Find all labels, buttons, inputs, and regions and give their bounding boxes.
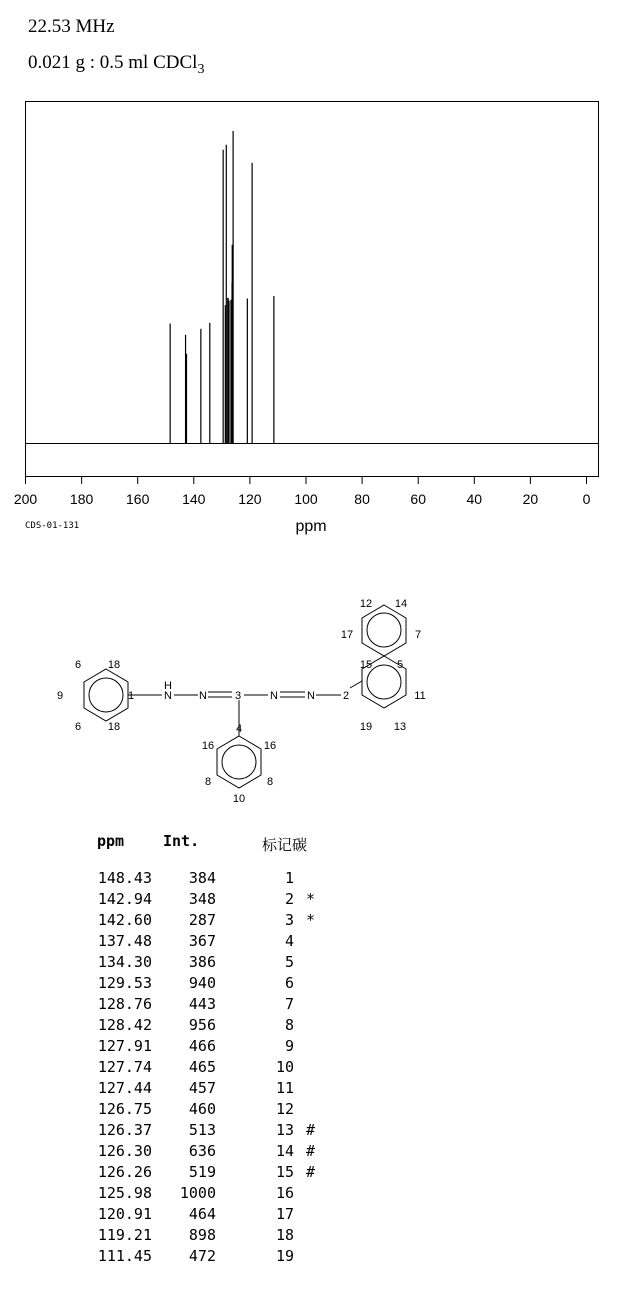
atom-label: 11 — [414, 690, 426, 702]
molecule-structure — [40, 592, 460, 817]
cell-carbon-number: 10 — [275, 1058, 294, 1076]
table-row — [0, 1121, 624, 1142]
atom-label: 16 — [263, 740, 277, 752]
cell-intensity: 1000 — [179, 1184, 216, 1202]
sample-label — [28, 52, 204, 78]
cell-mark: * — [306, 911, 316, 929]
frequency-label: 22.53 MHz — [28, 16, 115, 37]
cell-intensity: 464 — [188, 1205, 216, 1223]
phenyl-ring-2 — [217, 736, 261, 788]
atom-label: N — [307, 690, 315, 702]
cell-carbon-number: 14 — [275, 1142, 294, 1160]
atom-label: 17 — [340, 629, 354, 641]
cell-carbon-number: 3 — [284, 911, 294, 929]
cell-intensity: 367 — [188, 932, 216, 950]
cell-ppm: 126.37 — [97, 1121, 152, 1139]
atom-label: N — [270, 690, 278, 702]
table-row — [0, 1100, 624, 1121]
atom-label: 3 — [234, 690, 242, 702]
plot-frame — [26, 102, 599, 477]
cell-carbon-number: 18 — [275, 1226, 294, 1244]
cell-mark: * — [306, 890, 316, 908]
atom-label: N — [164, 690, 172, 702]
atom-label: 8 — [266, 776, 274, 788]
atom-label: H — [164, 680, 172, 692]
peaks — [170, 131, 274, 444]
sample-main: 0.021 g : 0.5 ml CDCl — [28, 52, 198, 73]
x-tick-label: 20 — [522, 491, 539, 507]
cell-carbon-number: 7 — [284, 995, 294, 1013]
table-row — [0, 1226, 624, 1247]
table-row — [0, 1142, 624, 1163]
x-axis-ticks — [14, 477, 591, 507]
cell-mark: # — [306, 1163, 316, 1181]
cell-carbon-number: 12 — [275, 1100, 294, 1118]
atom-label: 15 — [359, 659, 373, 671]
x-tick-label: 60 — [410, 491, 426, 507]
cell-intensity: 460 — [188, 1100, 216, 1118]
atom-label: 1 — [127, 690, 135, 702]
cell-ppm: 142.94 — [97, 890, 152, 908]
x-tick-label: 0 — [582, 491, 591, 507]
sample-subscript: 3 — [197, 61, 205, 77]
x-tick-label: 40 — [466, 491, 483, 507]
table-row — [0, 890, 624, 911]
atom-labels — [57, 598, 426, 805]
atom-label: 19 — [359, 721, 373, 733]
table-row — [0, 911, 624, 932]
cell-carbon-number: 8 — [284, 1016, 294, 1034]
catalog-id: CDS-01-131 — [25, 521, 80, 531]
x-axis-label: ppm — [295, 518, 327, 535]
atom-label: 7 — [414, 629, 422, 641]
phenyl-ring-1-aromatic — [89, 678, 123, 712]
cell-ppm: 134.30 — [97, 953, 152, 971]
cell-intensity: 386 — [188, 953, 216, 971]
cell-ppm: 128.76 — [97, 995, 152, 1013]
atom-label: 4 — [235, 723, 243, 735]
table-header-ppm: ppm — [97, 832, 125, 850]
atom-label: 2 — [342, 690, 350, 702]
table-row — [0, 1163, 624, 1184]
atom-label: 12 — [359, 598, 373, 610]
table-row — [0, 953, 624, 974]
atom-label: 8 — [204, 776, 212, 788]
table-row — [0, 995, 624, 1016]
atom-label: 5 — [396, 659, 404, 671]
x-tick-label: 100 — [294, 491, 318, 507]
cell-intensity: 472 — [188, 1247, 216, 1265]
x-tick-label: 120 — [238, 491, 262, 507]
cell-carbon-number: 19 — [275, 1247, 294, 1265]
table-header-carbon: 标记碳 — [262, 836, 308, 854]
cell-carbon-number: 4 — [284, 932, 294, 950]
naphthyl-ring-upper-aromatic — [367, 613, 401, 647]
cell-carbon-number: 9 — [284, 1037, 294, 1055]
cell-ppm: 148.43 — [97, 869, 152, 887]
cell-intensity: 466 — [188, 1037, 216, 1055]
x-tick-label: 80 — [354, 491, 370, 507]
cell-carbon-number: 5 — [284, 953, 294, 971]
cell-carbon-number: 2 — [284, 890, 294, 908]
x-tick-label: 140 — [182, 491, 206, 507]
atom-label: 10 — [232, 793, 246, 805]
table-row — [0, 1058, 624, 1079]
atom-label: 14 — [394, 598, 408, 610]
cell-intensity: 465 — [188, 1058, 216, 1076]
table-row — [0, 1205, 624, 1226]
atom-label: 6 — [74, 721, 82, 733]
table-row — [0, 974, 624, 995]
cell-intensity: 956 — [188, 1016, 216, 1034]
cell-ppm: 142.60 — [97, 911, 152, 929]
cell-intensity: 636 — [188, 1142, 216, 1160]
x-tick-label: 180 — [69, 491, 94, 507]
cell-ppm: 126.30 — [97, 1142, 152, 1160]
cell-ppm: 119.21 — [97, 1226, 152, 1244]
x-tick-label: 160 — [126, 491, 150, 507]
cell-intensity: 443 — [188, 995, 216, 1013]
cell-mark: # — [306, 1142, 316, 1160]
cell-ppm: 126.26 — [97, 1163, 152, 1181]
atom-label: 13 — [393, 721, 407, 733]
atom-label: 16 — [201, 740, 215, 752]
cell-intensity: 898 — [188, 1226, 216, 1244]
cell-ppm: 127.91 — [97, 1037, 152, 1055]
cell-intensity: 384 — [188, 869, 216, 887]
cell-ppm: 127.44 — [97, 1079, 152, 1097]
table-row — [0, 1016, 624, 1037]
table-row — [0, 1247, 624, 1268]
phenyl-ring-2-aromatic — [222, 745, 256, 779]
cell-carbon-number: 6 — [284, 974, 294, 992]
table-header-intensity: Int. — [163, 832, 200, 850]
cell-carbon-number: 15 — [275, 1163, 294, 1181]
atom-label: 6 — [74, 659, 82, 671]
cell-carbon-number: 16 — [275, 1184, 294, 1202]
cell-intensity: 457 — [188, 1079, 216, 1097]
table-row — [0, 869, 624, 890]
cell-ppm: 128.42 — [97, 1016, 152, 1034]
table-row — [0, 1184, 624, 1205]
cell-intensity: 519 — [188, 1163, 216, 1181]
cell-intensity: 513 — [188, 1121, 216, 1139]
table-row — [0, 932, 624, 953]
cell-ppm: 126.75 — [97, 1100, 152, 1118]
table-row — [0, 1037, 624, 1058]
cell-mark: # — [306, 1121, 316, 1139]
phenyl-ring-1 — [84, 669, 128, 721]
nmr-spectrum — [0, 96, 624, 541]
cell-carbon-number: 11 — [275, 1079, 294, 1097]
cell-carbon-number: 1 — [284, 869, 294, 887]
atom-label: 9 — [56, 690, 64, 702]
cell-ppm: 111.45 — [97, 1247, 152, 1265]
cell-intensity: 287 — [188, 911, 216, 929]
cell-intensity: 940 — [188, 974, 216, 992]
atom-label: 18 — [107, 659, 121, 671]
cell-intensity: 348 — [188, 890, 216, 908]
atom-label: N — [199, 690, 207, 702]
cell-carbon-number: 17 — [275, 1205, 294, 1223]
cell-ppm: 137.48 — [97, 932, 152, 950]
x-tick-label: 200 — [13, 491, 38, 507]
cell-ppm: 125.98 — [97, 1184, 152, 1202]
cell-ppm: 120.91 — [97, 1205, 152, 1223]
cell-ppm: 127.74 — [97, 1058, 152, 1076]
atom-label: 18 — [107, 721, 121, 733]
cell-carbon-number: 13 — [275, 1121, 294, 1139]
table-row — [0, 1079, 624, 1100]
cell-ppm: 129.53 — [97, 974, 152, 992]
